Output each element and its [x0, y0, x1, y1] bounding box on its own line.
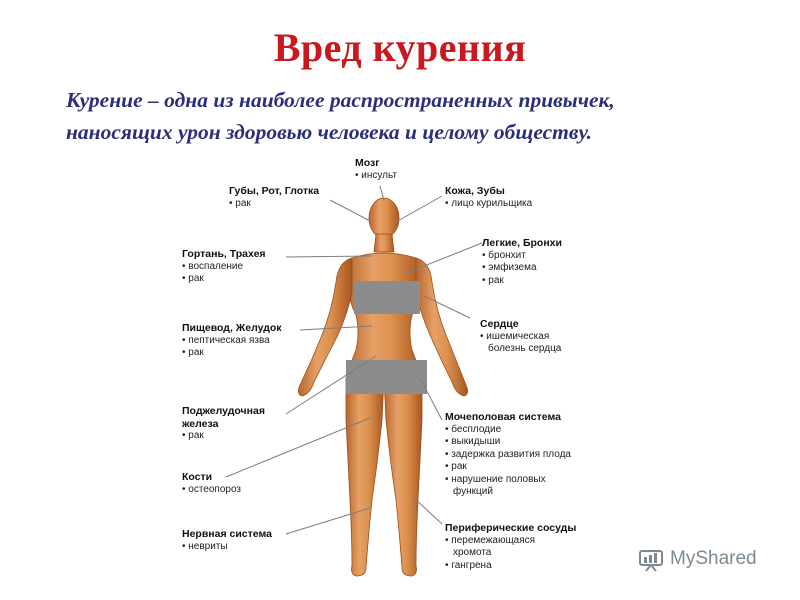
label-vessels-item-2: хромота	[453, 547, 492, 558]
label-urogenital-item-5: • нарушение половых	[445, 473, 546, 485]
label-esophagus-title: Пищевод, Желудок	[182, 322, 282, 334]
label-lungs-item-3: • рак	[482, 274, 504, 286]
label-vessels-item-1: • перемежающаяся	[445, 534, 536, 546]
label-brain	[355, 157, 397, 182]
label-pancreas	[182, 405, 265, 443]
label-esophagus-item-2: • рак	[182, 347, 204, 358]
label-nervous-item: • невриты	[182, 540, 228, 552]
label-nervous-title: Нервная система	[182, 528, 272, 540]
label-brain-item: • инсульт	[355, 169, 398, 181]
label-pancreas-title-1: Поджелудочная	[182, 405, 265, 417]
label-larynx	[182, 248, 266, 286]
label-pancreas-title-2: железа	[182, 417, 219, 430]
label-lungs-item-1: • бронхит	[482, 249, 526, 261]
label-larynx-item-1: • воспаление	[182, 260, 244, 272]
label-larynx-title: Гортань, Трахея	[182, 248, 266, 260]
label-bones-item: • остеопороз	[182, 483, 242, 495]
label-urogenital	[445, 411, 571, 499]
label-esophagus	[182, 322, 282, 360]
label-heart-item-2: болезнь сердца	[488, 343, 562, 354]
label-brain-title: Мозг	[355, 157, 380, 169]
label-bones-title: Кости	[182, 471, 213, 483]
label-vessels-item-3: • гангрена	[445, 559, 492, 571]
pelvis-censor-block	[346, 360, 427, 394]
label-vessels	[445, 522, 576, 572]
subtitle-line-1: Курение – одна из наиболее распространенных привычек,	[66, 88, 615, 112]
label-lips-title: Губы, Рот, Глотка	[229, 185, 320, 197]
label-heart-title: Сердце	[480, 318, 519, 330]
label-urogenital-item-1: • бесплодие	[445, 423, 502, 435]
label-urogenital-item-2: • выкидыши	[445, 436, 501, 447]
label-skin-item: • лицо курильщика	[445, 197, 533, 209]
label-lungs-title: Легкие, Бронхи	[482, 237, 562, 249]
watermark-text: MyShared	[670, 548, 757, 569]
label-urogenital-item-6: функций	[453, 486, 493, 497]
label-lips	[229, 185, 319, 210]
label-urogenital-item-4: • рак	[445, 461, 467, 472]
label-heart	[480, 318, 561, 356]
myshared-logo-icon	[638, 546, 664, 572]
label-vessels-title: Периферические сосуды	[445, 522, 577, 534]
label-skin	[445, 185, 532, 210]
label-larynx-item-2: • рак	[182, 273, 204, 284]
label-bones	[182, 471, 241, 496]
label-pancreas-item: • рак	[182, 430, 204, 441]
subtitle-line-2: наносящих урон здоровью человека и целому обществу.	[66, 120, 593, 144]
label-urogenital-item-3: • задержка развития плода	[445, 448, 571, 460]
label-lungs	[482, 237, 562, 287]
label-esophagus-item-1: • пептическая язва	[182, 334, 270, 346]
label-lungs-item-2: • эмфизема	[482, 262, 537, 273]
myshared-watermark	[638, 546, 757, 572]
label-lips-item: • рак	[229, 197, 251, 209]
label-nervous	[182, 528, 272, 553]
page-title: Вред курения	[273, 25, 527, 70]
label-heart-item-1: • ишемическая	[480, 330, 550, 342]
label-skin-title: Кожа, Зубы	[445, 185, 505, 197]
chest-censor-block	[354, 281, 420, 314]
label-urogenital-title: Мочеполовая система	[445, 411, 561, 423]
